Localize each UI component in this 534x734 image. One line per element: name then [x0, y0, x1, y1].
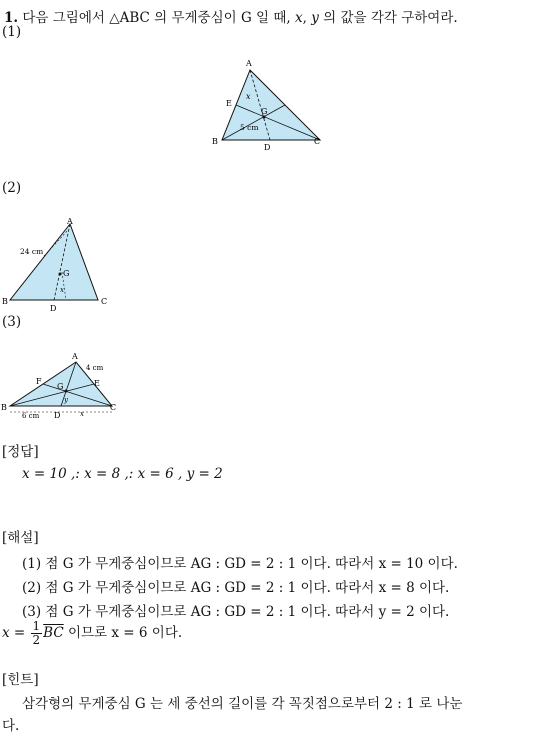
fig2-label-B: B	[2, 297, 8, 306]
fig1-label-E: E	[226, 99, 232, 108]
hint-header: [힌트]	[2, 672, 39, 688]
solution-fraction	[31, 620, 43, 647]
fig3-centroid-dot	[65, 390, 68, 393]
part-label-1: (1)	[2, 24, 22, 40]
figure-1	[208, 56, 328, 156]
fig3-label-F: F	[36, 377, 42, 386]
fig1-label-A: A	[246, 59, 252, 68]
answer-header: [정답]	[2, 444, 39, 460]
fig3-label-length-top: 4 cm	[86, 364, 104, 372]
fig3-label-length-bottom: 6 cm	[22, 412, 40, 420]
problem-statement	[4, 6, 458, 26]
part-label-3: (3)	[2, 314, 22, 330]
fig3-label-B: B	[1, 403, 7, 412]
solution-line-1: (1) 점 G 가 무게중심이므로 AG : GD = 2 : 1 이다. 따라서 x = 10 이다.	[22, 556, 458, 572]
fig3-label-x: x	[80, 410, 84, 418]
fig3-label-y: y	[64, 396, 68, 404]
fig2-label-length: 24 cm	[20, 247, 44, 256]
solution-line-4-rest: 이므로 x = 6 이다.	[63, 625, 183, 641]
hint-line-2: 다.	[2, 718, 20, 734]
fraction-numerator: 1	[32, 619, 41, 633]
fig3-label-A: A	[72, 352, 78, 361]
fig2-centroid-dot	[59, 273, 62, 276]
figure-2	[0, 214, 120, 314]
problem-var-x: x	[295, 10, 303, 26]
fig3-label-C: C	[110, 403, 117, 412]
problem-var-y: y	[311, 10, 319, 26]
solution-line-3: (3) 점 G 가 무게중심이므로 AG : GD = 2 : 1 이다. 따라서 y = 2 이다.	[22, 604, 450, 620]
solution-line-4-bc: $\overline{BC}$	[43, 625, 64, 641]
fig1-label-x: x	[246, 92, 251, 101]
fig2-triangle	[10, 224, 98, 300]
fraction-denominator: 2	[32, 633, 41, 647]
fig3-label-E: E	[94, 379, 100, 388]
fig1-label-C: C	[314, 137, 321, 146]
hint-line-1: 삼각형의 무게중심 G 는 세 중선의 길이를 각 꼭짓점으로부터 2 : 1 로 나눈	[22, 696, 463, 712]
fig1-label-B: B	[212, 137, 218, 146]
fig3-label-D: D	[54, 411, 61, 420]
fig2-label-D: D	[50, 304, 57, 313]
part-label-2: (2)	[2, 180, 22, 196]
solution-header: [해설]	[2, 530, 39, 546]
fig1-label-length: 5 cm	[240, 123, 259, 132]
solution-line-4	[2, 620, 182, 647]
fig2-label-A: A	[67, 217, 73, 226]
answer-text: x = 10 ,: x = 8 ,: x = 6 , y = 2	[22, 466, 223, 482]
problem-text-a: 다음 그림에서 △ABC 의 무게중심이 G 일 때,	[18, 10, 295, 26]
problem-number: 1.	[4, 10, 19, 26]
fig1-label-D: D	[264, 143, 271, 152]
figure-3	[0, 346, 124, 422]
solution-line-4-eq: =	[9, 625, 30, 641]
fig3-label-G: G	[57, 382, 64, 391]
fig2-label-G: G	[63, 269, 70, 278]
solution-line-2: (2) 점 G 가 무게중심이므로 AG : GD = 2 : 1 이다. 따라서 x = 8 이다.	[22, 580, 450, 596]
problem-comma: ,	[302, 10, 312, 26]
solution-line-4-x: x	[2, 625, 10, 641]
fig1-label-G: G	[261, 107, 268, 116]
fig2-label-C: C	[101, 297, 108, 306]
problem-text-b: 의 값을 각각 구하여라.	[318, 10, 458, 26]
fig2-label-x: x	[60, 286, 64, 294]
